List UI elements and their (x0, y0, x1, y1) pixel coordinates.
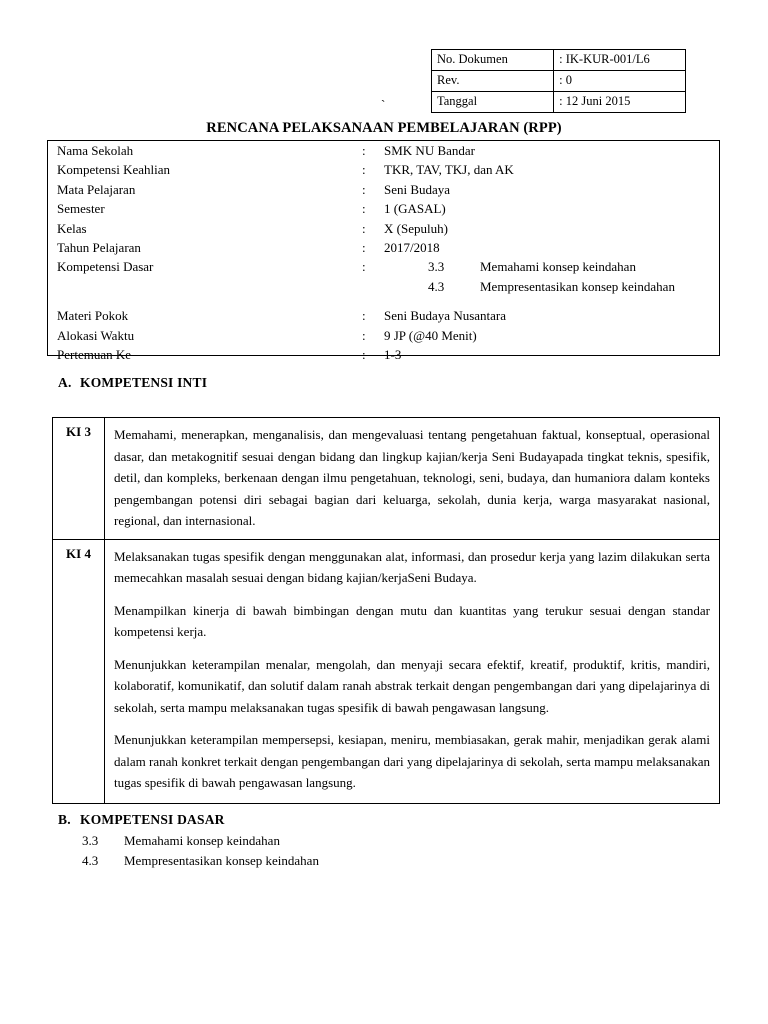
meeting-number-label: Pertemuan Ke (57, 347, 132, 363)
semester-value: 1 (GASAL) (384, 201, 446, 217)
subject-value: Seni Budaya (384, 181, 451, 197)
tick-mark: ` (381, 97, 386, 112)
table-row (48, 345, 719, 364)
table-row (432, 92, 686, 113)
basic-competency-values (382, 257, 719, 296)
colon: : (362, 347, 366, 363)
doc-date-label: Tanggal (432, 92, 554, 113)
table-row (53, 418, 720, 540)
colon: : (362, 308, 366, 324)
basic-competency-item (384, 277, 719, 296)
doc-number-label: No. Dokumen (432, 50, 554, 71)
colon: : (362, 240, 366, 256)
table-row (48, 141, 719, 160)
section-a-heading (58, 375, 207, 391)
colon: : (362, 162, 366, 178)
basic-competency-number: 4.3 (428, 278, 445, 294)
kd-number: 3.3 (82, 833, 99, 848)
table-row (53, 539, 720, 803)
doc-rev-value: : 0 (554, 71, 686, 92)
section-b-title: KOMPETENSI DASAR (80, 812, 225, 827)
document-control-body (432, 50, 686, 113)
table-row (48, 238, 719, 257)
doc-number-value: : IK-KUR-001/L6 (554, 50, 686, 71)
section-a-letter: A. (58, 375, 72, 390)
section-b-heading (58, 812, 225, 828)
kd-text: Mempresentasikan konsep keindahan (124, 853, 319, 868)
table-row (48, 306, 719, 325)
school-year-label: Tahun Pelajaran (57, 240, 141, 256)
page-title: RENCANA PELAKSANAAN PEMBELAJARAN (RPP) (206, 120, 562, 136)
table-row (48, 326, 719, 345)
basic-competency-text: Memahami konsep keindahan (480, 259, 636, 275)
ki4-label: KI 4 (53, 539, 105, 803)
core-competency-table (52, 417, 720, 804)
table-row (48, 160, 719, 179)
semester-label: Semester (57, 201, 105, 217)
kd-number: 4.3 (82, 853, 99, 868)
list-item (82, 831, 319, 851)
colon: : (362, 143, 366, 158)
basic-competency-label: Kompetensi Dasar (57, 259, 154, 275)
school-name-label: Nama Sekolah (57, 143, 134, 158)
school-year-value: 2017/2018 (384, 240, 440, 256)
ki4-text (105, 539, 720, 803)
spacer-cell (48, 296, 362, 306)
section-b-letter: B. (58, 812, 71, 827)
expertise-competency-label: Kompetensi Keahlian (57, 162, 170, 178)
class-label: Kelas (57, 220, 87, 236)
doc-date-value: : 12 Juni 2015 (554, 92, 686, 113)
ki3-text: Memahami, menerapkan, menganalisis, dan mengevaluasi tentang pengetahuan faktual, konseptual, operasional dasar, dan metakognitif sesuai dengan bidang dan lingkup kajian/kerja Seni Budayapada tingkat teknis, spesifik, detil, dan kompleks, berkenaan dengan ilmu pengetahuan, teknologi, seni, budaya, dan humaniora dalam konteks pengembangan potensi diri sebagai bagian dari keluarga, sekolah, dunia kerja, warga masyarakat nasional, regional, dan internasional. (105, 418, 720, 540)
table-row (48, 180, 719, 199)
ki4-paragraph: Melaksanakan tugas spesifik dengan menggunakan alat, informasi, dan prosedur kerja yang lazim dilakukan serta memecahkan masalah sesuai dengan bidang kajian/kerjaSeni Budaya. (114, 548, 710, 585)
spacer-cell (362, 296, 382, 306)
identity-body (48, 141, 719, 364)
time-allocation-label: Alokasi Waktu (57, 327, 135, 343)
basic-competency-item (384, 257, 719, 276)
table-row (432, 71, 686, 92)
spacer-cell (382, 296, 719, 306)
document-control-table (431, 49, 686, 113)
main-material-label: Materi Pokok (57, 308, 129, 324)
basic-competency-number: 3.3 (428, 259, 445, 275)
colon: : (362, 181, 366, 197)
identity-table (48, 141, 719, 364)
time-allocation-value: 9 JP (@40 Menit) (384, 327, 477, 343)
class-value: X (Sepuluh) (384, 220, 448, 236)
ki3-label: KI 3 (53, 418, 105, 540)
colon: : (362, 201, 366, 217)
core-competency-body (53, 418, 720, 804)
identity-box (47, 140, 720, 363)
colon: : (362, 259, 366, 275)
ki4-paragraph: Menunjukkan keterampilan mempersepsi, kesiapan, meniru, membiasakan, gerak mahir, menjadikan gerak alami dalam ranah konkret terkait dengan pengembangan dari yang dipelajarinya di sekolah, serta mampu melaksanakan tugas spesifik di bawah pengawasan langsung. (114, 732, 710, 790)
table-row (48, 219, 719, 238)
basic-competency-text: Mempresentasikan konsep keindahan (480, 278, 675, 294)
kd-text: Memahami konsep keindahan (124, 833, 280, 848)
table-row (48, 199, 719, 218)
doc-rev-label: Rev. (432, 71, 554, 92)
main-material-value: Seni Budaya Nusantara (384, 308, 507, 324)
colon: : (362, 220, 366, 236)
section-a-title: KOMPETENSI INTI (80, 375, 208, 390)
colon: : (362, 327, 366, 343)
ki4-paragraph: Menampilkan kinerja di bawah bimbingan dengan mutu dan kuantitas yang terukur sesuai dengan standar kompetensi kerja. (114, 602, 710, 639)
list-item (82, 851, 319, 871)
table-row (48, 257, 719, 296)
expertise-competency-value: TKR, TAV, TKJ, dan AK (384, 162, 514, 178)
basic-competency-list (82, 831, 319, 871)
subject-label: Mata Pelajaran (57, 181, 136, 197)
meeting-number-value: 1-3 (384, 347, 402, 363)
ki4-paragraph: Menunjukkan keterampilan menalar, mengolah, dan menyaji secara efektif, kreatif, produktif, kritis, mandiri, kolaboratif, komunikatif, dan solutif dalam ranah abstrak terkait dengan pengembangan dari yang dipelajarinya di sekolah, serta mampu melaksanakan tugas spesifik di bawah pengawasan langsung. (114, 656, 710, 715)
spacer-row (48, 296, 719, 306)
table-row (432, 50, 686, 71)
school-name-value: SMK NU Bandar (384, 143, 475, 158)
